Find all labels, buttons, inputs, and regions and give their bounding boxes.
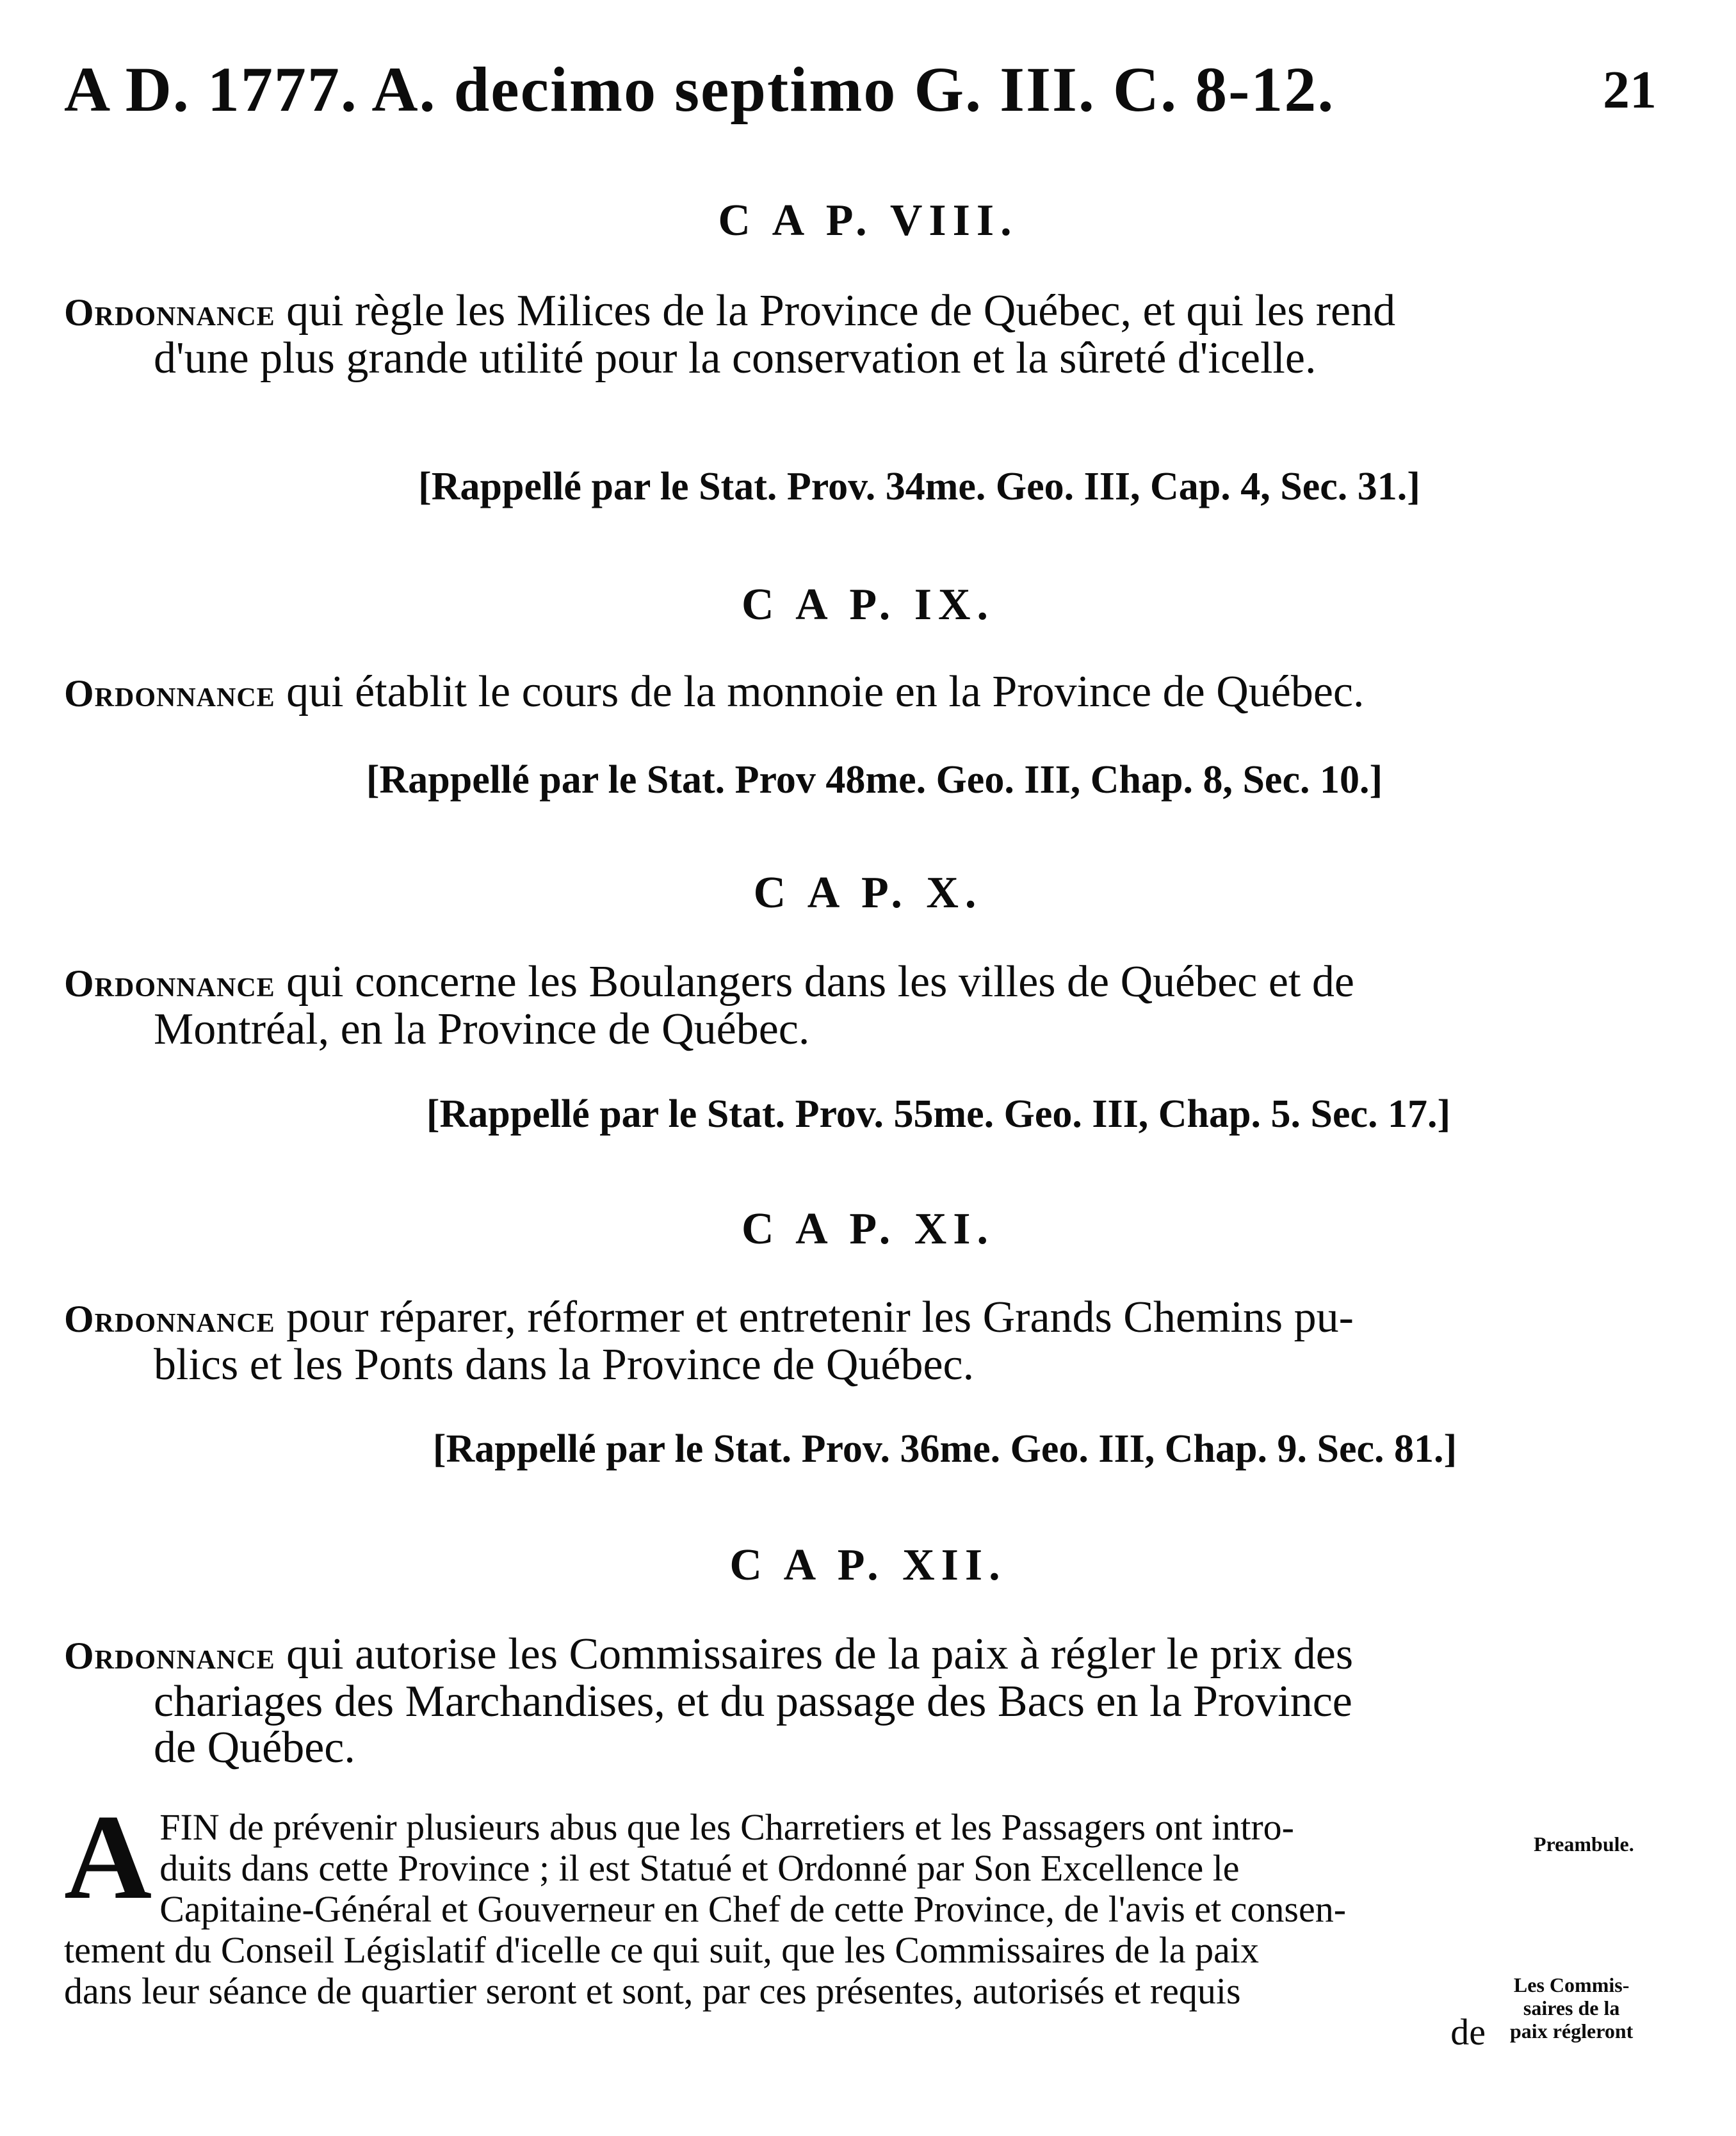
repeal-note-viii: [Rappellé par le Stat. Prov. 34me. Geo. III, Cap. 4, Sec. 31.] (418, 465, 1420, 508)
ordonnance-label: Ordonnance (64, 1298, 275, 1340)
ordinance-text: Montréal, en la Province de Québec. (154, 1005, 810, 1054)
margin-note-preamble: Preambule. (1534, 1833, 1634, 1856)
margin-note-line: Les Commis- (1513, 1973, 1630, 1996)
chapter-heading-ix: C A P. IX. (741, 580, 994, 629)
chapter-heading-xii: C A P. XII. (729, 1541, 1007, 1590)
ordonnance-label: Ordonnance (64, 291, 275, 334)
repeal-note-xi: [Rappellé par le Stat. Prov. 36me. Geo. III, Chap. 9. Sec. 81.] (432, 1427, 1457, 1471)
body-line: duits dans cette Province ; il est Statué et Ordonné par Son Excellence le (159, 1847, 1240, 1889)
margin-note-line: saires de la (1523, 1996, 1620, 2019)
body-line: Capitaine-Général et Gouverneur en Chef de cette Province, de l'avis et consen- (159, 1888, 1347, 1930)
ordinance-text: qui établit le cours de la monnoie en la Province de Québec. (286, 667, 1365, 716)
page-number: 21 (1603, 60, 1657, 120)
ordinance-title-ix (64, 669, 1492, 716)
ordinance-title-viii (64, 288, 1492, 382)
ordonnance-label: Ordonnance (64, 672, 275, 715)
margin-note-line: paix régleront (1510, 2019, 1634, 2043)
chapter-heading-viii: C A P. VIII. (718, 196, 1018, 245)
body-line: dans leur séance de quartier seront et sont, par ces présentes, autorisés et requis (64, 1970, 1241, 2012)
ordinance-text: qui concerne les Boulangers dans les villes de Québec et de (286, 957, 1354, 1007)
body-line: FIN de prévenir plusieurs abus que les Charretiers et les Passagers ont intro- (159, 1806, 1294, 1848)
ordinance-text: pour réparer, réformer et entretenir les Grands Chemins pu- (286, 1293, 1354, 1342)
ordinance-text: chariages des Marchandises, et du passage des Bacs en la Province (154, 1677, 1352, 1726)
chapter-heading-x: C A P. X. (753, 868, 983, 918)
ordinance-text: de Québec. (154, 1723, 355, 1772)
body-line: de (1450, 2011, 1486, 2053)
body-paragraph (64, 1790, 1486, 2053)
ordonnance-label: Ordonnance (64, 1635, 275, 1677)
ordinance-text: qui règle les Milices de la Province de Québec, et qui les rend (286, 286, 1396, 336)
repeal-note-ix: [Rappellé par le Stat. Prov 48me. Geo. III, Chap. 8, Sec. 10.] (366, 758, 1383, 802)
ordinance-text: d'une plus grande utilité pour la conservation et la sûreté d'icelle. (154, 334, 1317, 383)
ordinance-text: blics et les Ponts dans la Province de Québec. (154, 1340, 975, 1389)
body-line: tement du Conseil Législatif d'icelle ce qui suit, que les Commissaires de la paix (64, 1929, 1260, 1971)
running-head: A D. 1777. A. decimo septimo G. III. C. 8-12. (64, 54, 1335, 125)
ordinance-title-xi (64, 1295, 1492, 1388)
repeal-note-x: [Rappellé par le Stat. Prov. 55me. Geo. III, Chap. 5. Sec. 17.] (426, 1092, 1451, 1136)
drop-cap: A (64, 1790, 152, 1925)
ordinance-text: qui autorise les Commissaires de la paix à régler le prix des (286, 1630, 1354, 1679)
ordinance-title-x (64, 959, 1492, 1053)
ordonnance-label: Ordonnance (64, 962, 275, 1005)
ordinance-title-xii (64, 1631, 1492, 1771)
chapter-heading-xi: C A P. XI. (741, 1204, 994, 1254)
margin-note-commissioners (1510, 1973, 1633, 2043)
